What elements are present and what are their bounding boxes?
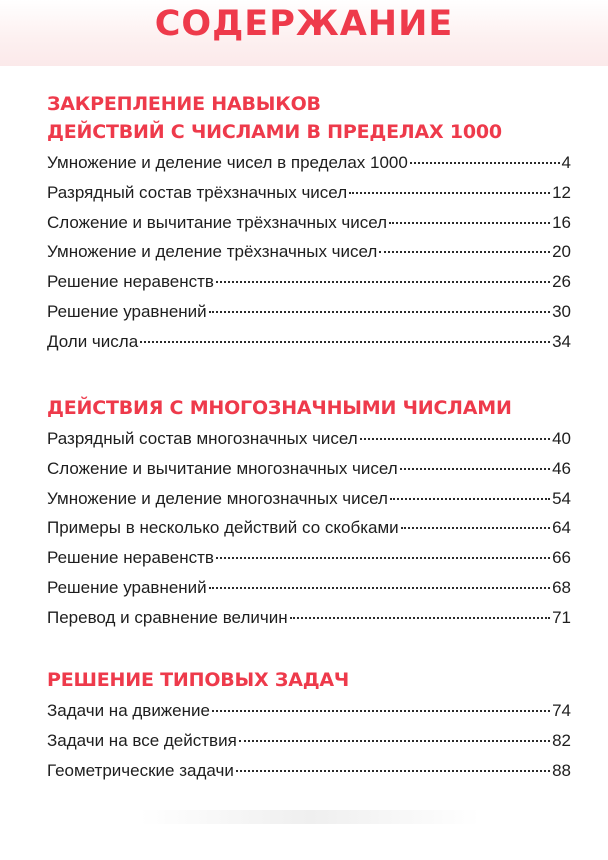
toc-list xyxy=(47,696,571,785)
toc-entry-title: Умножение и деление многозначных чисел xyxy=(47,488,388,508)
toc-entry[interactable] xyxy=(47,267,571,297)
toc-entry-title: Решение неравенств xyxy=(47,548,214,568)
toc-entry-title: Решение уравнений xyxy=(47,577,207,597)
toc-entry-title: Разрядный состав многозначных чисел xyxy=(47,429,358,448)
toc-entry-page: 26 xyxy=(552,272,571,292)
toc-entry-title: Решение неравенств xyxy=(47,272,214,292)
toc-entry[interactable] xyxy=(47,543,571,573)
toc-entry[interactable] xyxy=(47,454,571,484)
toc-entry[interactable] xyxy=(47,513,571,543)
toc-entry-title: Умножение и деление чисел в пределах 1000 xyxy=(47,153,408,172)
toc-entry-title: Доли числа xyxy=(47,331,139,351)
toc-entry-title: Геометрические задачи xyxy=(47,760,234,780)
toc-list xyxy=(47,424,571,633)
toc-section-3 xyxy=(47,666,571,785)
toc-entry-page: 4 xyxy=(561,153,571,172)
toc-entry-page: 64 xyxy=(552,518,571,538)
toc-entry-page: 16 xyxy=(552,212,571,232)
toc-entry[interactable] xyxy=(47,573,571,603)
toc-entry-page: 82 xyxy=(552,730,571,750)
section-heading: ЗАКРЕПЛЕНИЕ НАВЫКОВ xyxy=(47,93,321,115)
page-title: СОДЕРЖАНИЕ xyxy=(154,4,454,44)
toc-entry-page: 66 xyxy=(552,548,571,568)
dot-leader xyxy=(216,557,550,559)
dot-leader xyxy=(390,498,550,500)
toc-entry[interactable] xyxy=(47,178,571,208)
toc-entry[interactable] xyxy=(47,237,571,267)
toc-entry[interactable] xyxy=(47,297,571,327)
toc-entry-page: 88 xyxy=(552,760,571,780)
toc-entry-page: 34 xyxy=(552,331,571,351)
dot-leader xyxy=(410,162,560,164)
dot-leader xyxy=(379,251,550,253)
dot-leader xyxy=(209,311,550,313)
toc-entry-title: Разрядный состав трёхзначных чисел xyxy=(47,182,348,202)
section-heading: ДЕЙСТВИЯ С МНОГОЗНАЧНЫМИ ЧИСЛАМИ xyxy=(47,397,512,419)
toc-entry-title: Задачи на все действия xyxy=(47,730,237,750)
dot-leader xyxy=(290,617,550,619)
toc-entry-title: Примеры в несколько действий со скобками xyxy=(47,518,399,538)
dot-leader xyxy=(400,468,550,470)
dot-leader xyxy=(349,192,550,194)
dot-leader xyxy=(389,222,550,224)
dot-leader xyxy=(216,281,550,283)
dot-leader xyxy=(140,341,550,343)
toc-entry-title: Сложение и вычитание многозначных чисел xyxy=(47,458,398,478)
toc-entry-title: Перевод и сравнение величин xyxy=(47,607,288,627)
toc-entry-title: Сложение и вычитание трёхзначных чисел xyxy=(47,212,388,232)
toc-section-1 xyxy=(47,90,571,357)
toc-entry[interactable] xyxy=(47,208,571,238)
dot-leader xyxy=(360,438,550,440)
toc-list xyxy=(47,148,571,357)
toc-section-2 xyxy=(47,394,571,633)
dot-leader xyxy=(212,710,550,712)
section-heading: РЕШЕНИЕ ТИПОВЫХ ЗАДАЧ xyxy=(47,669,350,691)
toc-entry-title: Умножение и деление трёхзначных чисел xyxy=(47,242,378,262)
toc-entry-page: 40 xyxy=(552,429,571,448)
section-heading: ДЕЙСТВИЙ С ЧИСЛАМИ В ПРЕДЕЛАХ 1000 xyxy=(47,121,502,143)
toc-entry[interactable] xyxy=(47,696,571,726)
toc-entry[interactable] xyxy=(47,424,571,454)
show-through-text xyxy=(140,810,480,824)
dot-leader xyxy=(239,740,550,742)
toc-entry[interactable] xyxy=(47,148,571,178)
dot-leader xyxy=(401,527,550,529)
toc-entry-page: 12 xyxy=(552,182,571,202)
dot-leader xyxy=(209,587,550,589)
toc-entry[interactable] xyxy=(47,603,571,633)
toc-entry[interactable] xyxy=(47,756,571,786)
toc-entry[interactable] xyxy=(47,726,571,756)
toc-entry-page: 46 xyxy=(552,458,571,478)
toc-entry-page: 71 xyxy=(552,607,571,627)
toc-entry-page: 68 xyxy=(552,577,571,597)
toc-entry-page: 20 xyxy=(552,242,571,262)
toc-entry-title: Задачи на движение xyxy=(47,701,210,720)
toc-entry-title: Решение уравнений xyxy=(47,301,207,321)
toc-entry-page: 30 xyxy=(552,301,571,321)
toc-entry-page: 74 xyxy=(552,701,571,720)
dot-leader xyxy=(236,770,550,772)
toc-entry-page: 54 xyxy=(552,488,571,508)
toc-entry[interactable] xyxy=(47,327,571,357)
toc-entry[interactable] xyxy=(47,484,571,514)
